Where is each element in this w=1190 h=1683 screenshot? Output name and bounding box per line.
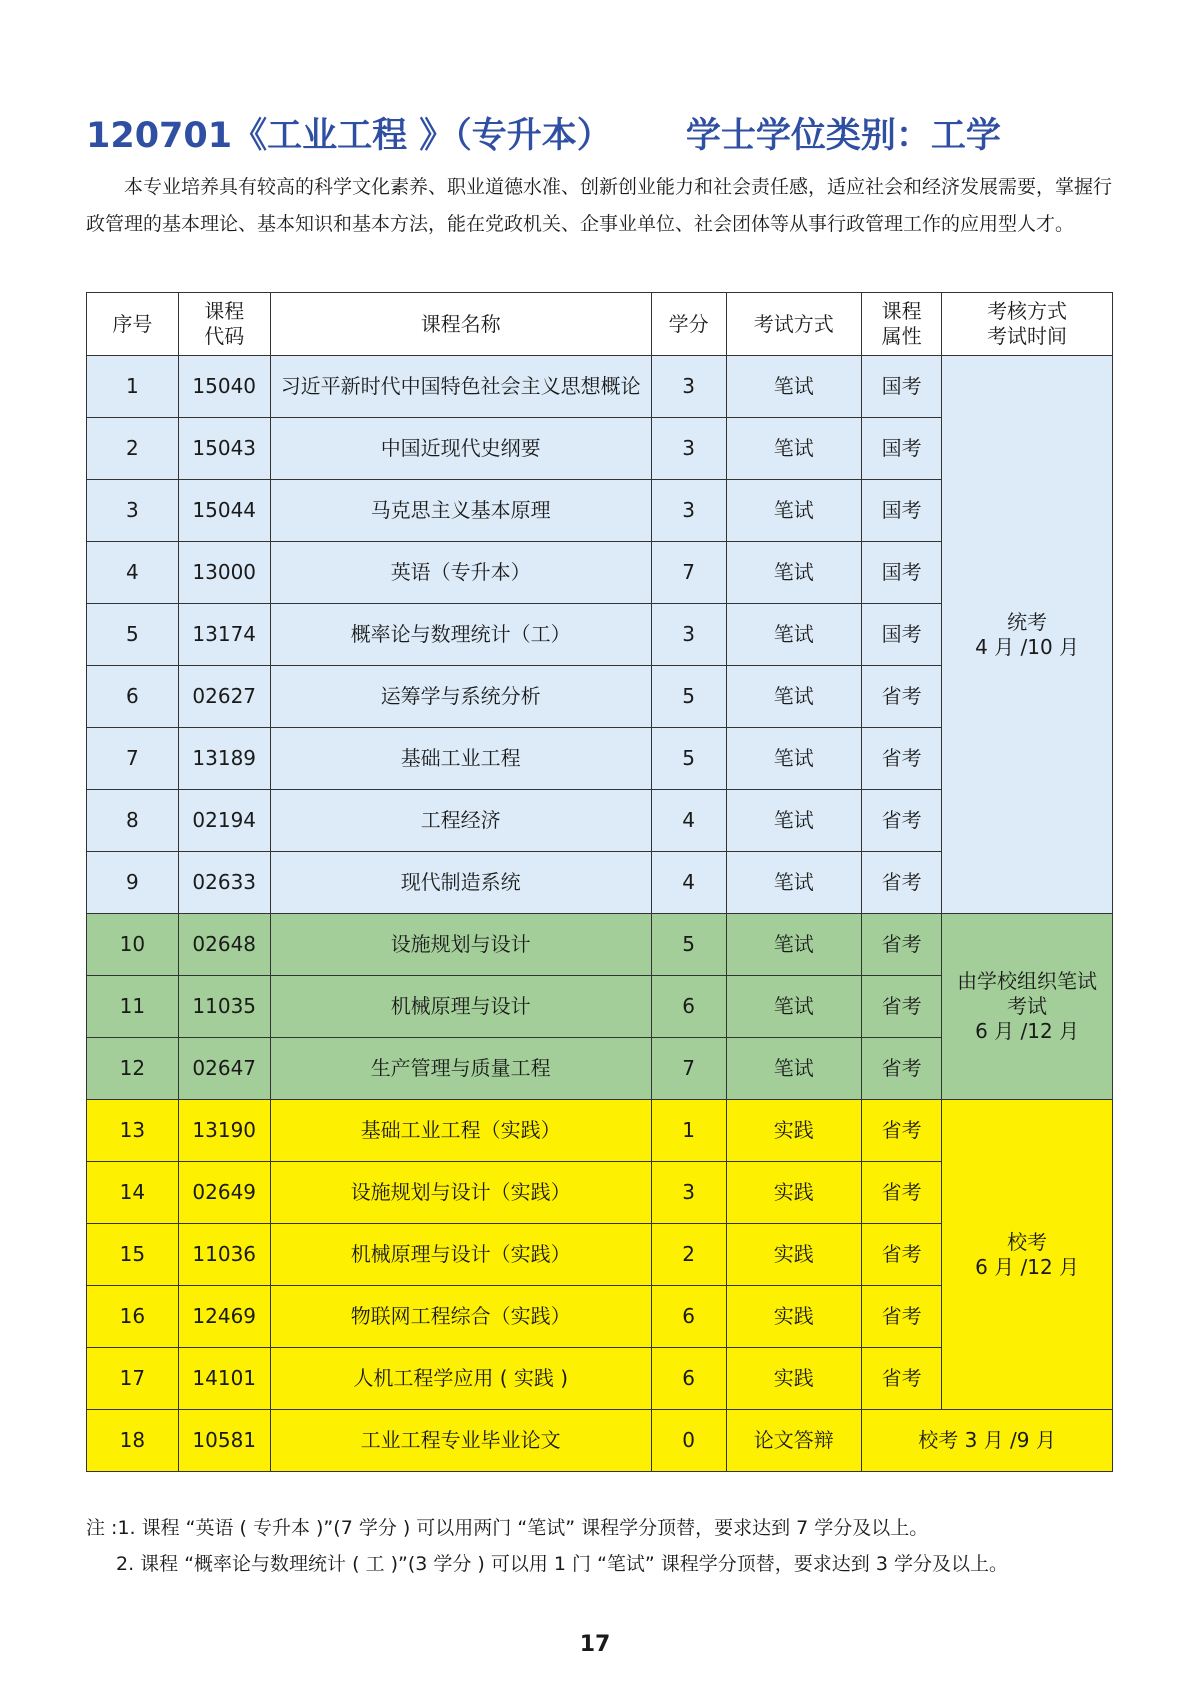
cell-index: 3 bbox=[87, 480, 179, 542]
intro-text: 本专业培养具有较高的科学文化素养、职业道德水准、创新创业能力和社会责任感，适应社会和经济发展需要，掌握行政管理的基本理论、基本知识和基本方法，能在党政机关、企事业单位、社会团体等从事行政管理工作的应用型人才。 bbox=[86, 176, 1113, 235]
cell-credit: 3 bbox=[651, 604, 726, 666]
note-2: 2. 课程 “概率论与数理统计 ( 工 )”(3 学分 ) 可以用 1 门 “笔试” 课程学分顶替，要求达到 3 学分及以上。 bbox=[116, 1553, 1008, 1575]
cell-attr: 国考 bbox=[862, 418, 942, 480]
cell-credit: 0 bbox=[651, 1410, 726, 1472]
cell-code: 02647 bbox=[178, 1038, 270, 1100]
cell-attr: 省考 bbox=[862, 1100, 942, 1162]
table-row bbox=[87, 914, 1113, 976]
major-title: 120701《工业工程 》（专升本） bbox=[86, 116, 612, 156]
cell-code: 02627 bbox=[178, 666, 270, 728]
cell-credit: 6 bbox=[651, 976, 726, 1038]
cell-exam: 实践 bbox=[726, 1286, 862, 1348]
cell-credit: 4 bbox=[651, 790, 726, 852]
cell-index: 14 bbox=[87, 1162, 179, 1224]
header-name: 课程名称 bbox=[270, 293, 651, 356]
cell-credit: 1 bbox=[651, 1100, 726, 1162]
cell-name: 设施规划与设计（实践） bbox=[270, 1162, 651, 1224]
cell-code: 12469 bbox=[178, 1286, 270, 1348]
cell-name: 中国近现代史纲要 bbox=[270, 418, 651, 480]
cell-exam: 笔试 bbox=[726, 976, 862, 1038]
cell-code: 13190 bbox=[178, 1100, 270, 1162]
cell-credit: 6 bbox=[651, 1286, 726, 1348]
cell-credit: 3 bbox=[651, 356, 726, 418]
cell-code: 13174 bbox=[178, 604, 270, 666]
cell-name: 概率论与数理统计（工） bbox=[270, 604, 651, 666]
cell-name: 基础工业工程 bbox=[270, 728, 651, 790]
cell-credit: 2 bbox=[651, 1224, 726, 1286]
cell-index: 9 bbox=[87, 852, 179, 914]
header-credit: 学分 bbox=[651, 293, 726, 356]
cell-code: 15043 bbox=[178, 418, 270, 480]
header-attr: 课程 属性 bbox=[862, 293, 942, 356]
cell-code: 02194 bbox=[178, 790, 270, 852]
cell-exam: 笔试 bbox=[726, 728, 862, 790]
cell-attr: 省考 bbox=[862, 976, 942, 1038]
cell-attr: 省考 bbox=[862, 1224, 942, 1286]
cell-name: 设施规划与设计 bbox=[270, 914, 651, 976]
cell-index: 10 bbox=[87, 914, 179, 976]
cell-credit: 5 bbox=[651, 728, 726, 790]
cell-name: 运筹学与系统分析 bbox=[270, 666, 651, 728]
cell-index: 5 bbox=[87, 604, 179, 666]
cell-attr: 省考 bbox=[862, 852, 942, 914]
header-time: 考核方式 考试时间 bbox=[942, 293, 1113, 356]
cell-name: 机械原理与设计 bbox=[270, 976, 651, 1038]
table-row bbox=[87, 1410, 1113, 1472]
cell-credit: 6 bbox=[651, 1348, 726, 1410]
cell-exam: 笔试 bbox=[726, 542, 862, 604]
cell-name: 生产管理与质量工程 bbox=[270, 1038, 651, 1100]
cell-name: 英语（专升本） bbox=[270, 542, 651, 604]
cell-credit: 5 bbox=[651, 666, 726, 728]
cell-code: 13189 bbox=[178, 728, 270, 790]
group-unified-exam: 统考 4 月 /10 月 bbox=[942, 356, 1113, 914]
cell-attr: 国考 bbox=[862, 356, 942, 418]
cell-exam: 实践 bbox=[726, 1100, 862, 1162]
cell-exam: 笔试 bbox=[726, 914, 862, 976]
group-school-written-exam: 由学校组织笔试 考试 6 月 /12 月 bbox=[942, 914, 1113, 1100]
note-1: 注 :1. 课程 “英语 ( 专升本 )”(7 学分 ) 可以用两门 “笔试” 课程学分顶替，要求达到 7 学分及以上。 bbox=[86, 1517, 929, 1539]
cell-index: 17 bbox=[87, 1348, 179, 1410]
cell-exam: 论文答辩 bbox=[726, 1410, 862, 1472]
cell-attr-time: 校考 3 月 /9 月 bbox=[862, 1410, 1113, 1472]
cell-index: 16 bbox=[87, 1286, 179, 1348]
cell-name: 工业工程专业毕业论文 bbox=[270, 1410, 651, 1472]
cell-exam: 实践 bbox=[726, 1224, 862, 1286]
cell-name: 机械原理与设计（实践） bbox=[270, 1224, 651, 1286]
cell-credit: 7 bbox=[651, 542, 726, 604]
cell-credit: 7 bbox=[651, 1038, 726, 1100]
cell-exam: 实践 bbox=[726, 1348, 862, 1410]
table-header-row bbox=[87, 293, 1113, 356]
cell-code: 15044 bbox=[178, 480, 270, 542]
cell-name: 习近平新时代中国特色社会主义思想概论 bbox=[270, 356, 651, 418]
cell-attr: 省考 bbox=[862, 1038, 942, 1100]
table-notes bbox=[86, 1510, 1136, 1582]
major-description bbox=[86, 169, 1112, 243]
cell-attr: 省考 bbox=[862, 1162, 942, 1224]
cell-exam: 实践 bbox=[726, 1162, 862, 1224]
cell-exam: 笔试 bbox=[726, 852, 862, 914]
cell-attr: 国考 bbox=[862, 604, 942, 666]
cell-attr: 省考 bbox=[862, 790, 942, 852]
cell-name: 物联网工程综合（实践） bbox=[270, 1286, 651, 1348]
cell-name: 基础工业工程（实践） bbox=[270, 1100, 651, 1162]
cell-credit: 3 bbox=[651, 418, 726, 480]
group-school-exam: 校考 6 月 /12 月 bbox=[942, 1100, 1113, 1410]
cell-credit: 4 bbox=[651, 852, 726, 914]
cell-attr: 省考 bbox=[862, 914, 942, 976]
cell-code: 02649 bbox=[178, 1162, 270, 1224]
cell-code: 15040 bbox=[178, 356, 270, 418]
cell-name: 人机工程学应用 ( 实践 ) bbox=[270, 1348, 651, 1410]
cell-index: 15 bbox=[87, 1224, 179, 1286]
header-code: 课程 代码 bbox=[178, 293, 270, 356]
cell-index: 7 bbox=[87, 728, 179, 790]
cell-attr: 省考 bbox=[862, 666, 942, 728]
cell-exam: 笔试 bbox=[726, 666, 862, 728]
cell-credit: 3 bbox=[651, 480, 726, 542]
cell-attr: 省考 bbox=[862, 1348, 942, 1410]
cell-index: 18 bbox=[87, 1410, 179, 1472]
cell-index: 8 bbox=[87, 790, 179, 852]
cell-index: 6 bbox=[87, 666, 179, 728]
cell-exam: 笔试 bbox=[726, 480, 862, 542]
cell-code: 02648 bbox=[178, 914, 270, 976]
cell-index: 11 bbox=[87, 976, 179, 1038]
cell-index: 13 bbox=[87, 1100, 179, 1162]
cell-code: 11035 bbox=[178, 976, 270, 1038]
cell-code: 11036 bbox=[178, 1224, 270, 1286]
page-title bbox=[86, 108, 1126, 158]
cell-index: 1 bbox=[87, 356, 179, 418]
cell-name: 工程经济 bbox=[270, 790, 651, 852]
cell-credit: 5 bbox=[651, 914, 726, 976]
cell-code: 02633 bbox=[178, 852, 270, 914]
cell-attr: 国考 bbox=[862, 480, 942, 542]
cell-code: 14101 bbox=[178, 1348, 270, 1410]
cell-attr: 省考 bbox=[862, 728, 942, 790]
cell-name: 现代制造系统 bbox=[270, 852, 651, 914]
cell-exam: 笔试 bbox=[726, 418, 862, 480]
cell-index: 2 bbox=[87, 418, 179, 480]
cell-attr: 国考 bbox=[862, 542, 942, 604]
cell-exam: 笔试 bbox=[726, 356, 862, 418]
cell-attr: 省考 bbox=[862, 1286, 942, 1348]
header-exam-type: 考试方式 bbox=[726, 293, 862, 356]
cell-exam: 笔试 bbox=[726, 604, 862, 666]
cell-code: 13000 bbox=[178, 542, 270, 604]
cell-code: 10581 bbox=[178, 1410, 270, 1472]
degree-category: 学士学位类别：工学 bbox=[685, 116, 1001, 156]
table-row bbox=[87, 356, 1113, 418]
course-table bbox=[86, 292, 1113, 1472]
cell-name: 马克思主义基本原理 bbox=[270, 480, 651, 542]
cell-exam: 笔试 bbox=[726, 790, 862, 852]
cell-credit: 3 bbox=[651, 1162, 726, 1224]
cell-index: 12 bbox=[87, 1038, 179, 1100]
page-number: 17 bbox=[579, 1632, 611, 1657]
table-row bbox=[87, 1100, 1113, 1162]
header-index: 序号 bbox=[87, 293, 179, 356]
cell-index: 4 bbox=[87, 542, 179, 604]
cell-exam: 笔试 bbox=[726, 1038, 862, 1100]
